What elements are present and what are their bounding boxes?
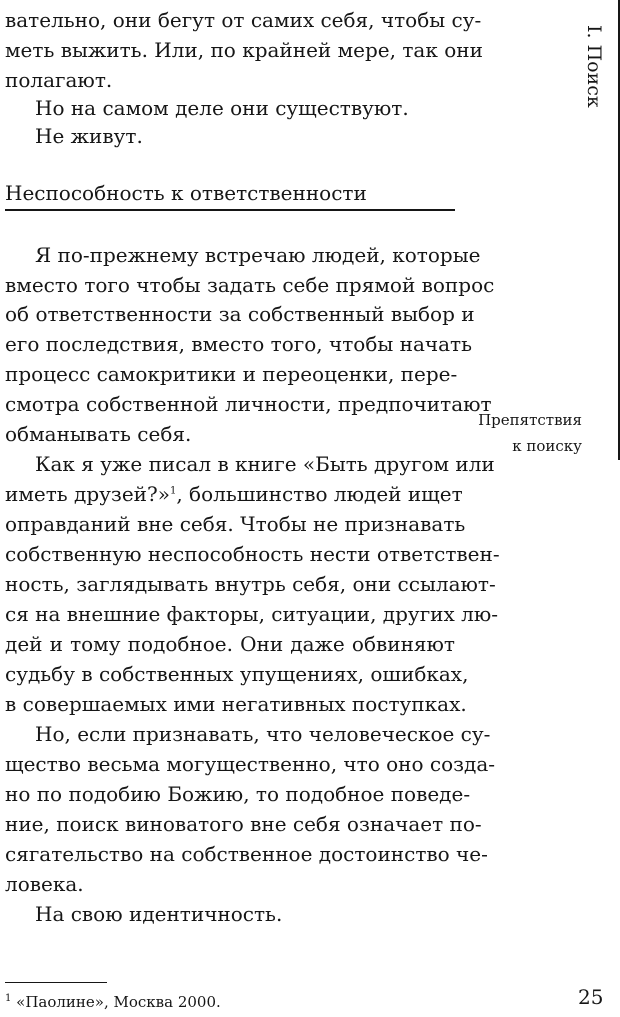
text-line: полагают. <box>5 68 113 92</box>
text-line: обманывать себя. <box>5 422 192 446</box>
text-line: процесс самокритики и переоценки, пере- <box>5 362 458 386</box>
text-line: ние, поиск виноватого вне себя означает по- <box>5 812 482 836</box>
text-line: щество весьма могущественно, что оно созда- <box>5 752 496 776</box>
text-line: собственную неспособность нести ответствен- <box>5 542 500 566</box>
text-line: дей и тому подобное. Они даже обвиняют <box>5 632 455 656</box>
text-fragment: , большинство людей ищет <box>176 482 463 506</box>
text-line <box>5 479 463 509</box>
text-line: об ответственности за собственный выбор и <box>5 302 475 326</box>
text-line: сягательство на собственное достоинство че- <box>5 842 488 866</box>
margin-note-line: к поиску <box>512 437 582 455</box>
text-line: Не живут. <box>35 124 143 148</box>
footnote <box>5 990 221 1014</box>
text-line: Я по-прежнему встречаю людей, которые <box>35 243 481 267</box>
text-line: вательно, они бегут от самих себя, чтобы су- <box>5 8 482 32</box>
footnote-text: «Паолине», Москва 2000. <box>16 993 221 1011</box>
margin-note-line: Препятствия <box>478 411 582 429</box>
text-line: его последствия, вместо того, чтобы начать <box>5 332 472 356</box>
footnote-marker: 1 <box>5 993 12 1004</box>
running-head: I. Поиск <box>583 25 605 108</box>
text-line: смотра собственной личности, предпочитают <box>5 392 492 416</box>
text-line: Как я уже писал в книге «Быть другом или <box>35 452 495 476</box>
text-line: ность, заглядывать внутрь себя, они ссылают- <box>5 572 496 596</box>
text-line: Но, если признавать, что человеческое су- <box>35 722 491 746</box>
footnote-reference[interactable]: 1 <box>169 485 177 497</box>
text-line: оправданий вне себя. Чтобы не признавать <box>5 512 466 536</box>
text-line: ловека. <box>5 872 84 896</box>
text-line: На свою идентичность. <box>35 902 283 926</box>
section-title: Неспособность к ответственности <box>5 181 367 205</box>
page-number: 25 <box>578 985 604 1009</box>
text-line: ся на внешние факторы, ситуации, других лю- <box>5 602 499 626</box>
text-line: судьбу в собственных упущениях, ошибках, <box>5 662 469 686</box>
text-line: но по подобию Божию, то подобное поведе- <box>5 782 471 806</box>
text-line: вместо того чтобы задать себе прямой вопрос <box>5 273 495 297</box>
text-line: Но на самом деле они существуют. <box>35 96 409 120</box>
section-title-rule <box>5 209 455 211</box>
footnote-rule <box>5 982 107 983</box>
text-fragment: иметь друзей?» <box>5 482 170 506</box>
text-line: в совершаемых ими негативных поступках. <box>5 692 467 716</box>
text-line: меть выжить. Или, по крайней мере, так они <box>5 38 483 62</box>
